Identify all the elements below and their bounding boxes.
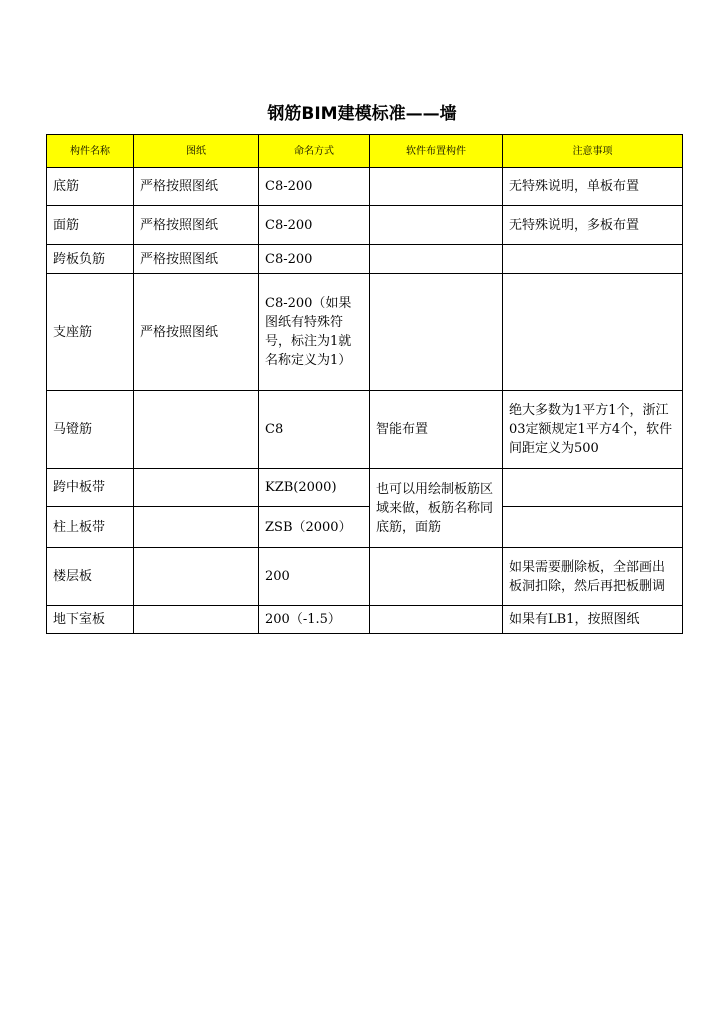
cell-drawing (134, 548, 259, 606)
table-row (47, 606, 683, 634)
table-row (47, 548, 683, 606)
header-drawing: 图纸 (134, 135, 259, 168)
cell-notes: 无特殊说明，单板布置 (503, 168, 683, 206)
cell-drawing: 严格按照图纸 (134, 245, 259, 274)
cell-notes (503, 274, 683, 391)
cell-drawing (134, 391, 259, 469)
header-naming-method: 命名方式 (259, 135, 370, 168)
table-row (47, 469, 683, 507)
cell-drawing: 严格按照图纸 (134, 274, 259, 391)
cell-name: 跨中板带 (47, 469, 134, 507)
cell-drawing: 严格按照图纸 (134, 168, 259, 206)
cell-notes: 如果需要删除板，全部画出板洞扣除，然后再把板删调 (503, 548, 683, 606)
cell-naming: KZB(2000) (259, 469, 370, 507)
cell-software (370, 274, 503, 391)
cell-software (370, 606, 503, 634)
cell-drawing (134, 469, 259, 507)
cell-notes: 无特殊说明，多板布置 (503, 206, 683, 245)
cell-naming: C8-200（如果图纸有特殊符号，标注为1就名称定义为1） (259, 274, 370, 391)
table-row (47, 507, 683, 548)
cell-software (370, 206, 503, 245)
header-component-name: 构件名称 (47, 135, 134, 168)
header-software-component: 软件布置构件 (370, 135, 503, 168)
cell-notes: 绝大多数为1平方1个，浙江03定额规定1平方4个，软件间距定义为500 (503, 391, 683, 469)
header-row (47, 135, 683, 168)
cell-drawing (134, 507, 259, 548)
cell-software (370, 548, 503, 606)
cell-notes: 如果有LB1，按照图纸 (503, 606, 683, 634)
table-row (47, 168, 683, 206)
cell-naming: ZSB（2000） (259, 507, 370, 548)
cell-naming: C8-200 (259, 245, 370, 274)
cell-software-merged: 也可以用绘制板筋区域来做，板筋名称同底筋，面筋 (370, 469, 503, 548)
cell-naming: 200（-1.5） (259, 606, 370, 634)
cell-name: 柱上板带 (47, 507, 134, 548)
cell-naming: 200 (259, 548, 370, 606)
cell-software (370, 245, 503, 274)
cell-notes (503, 245, 683, 274)
cell-name: 底筋 (47, 168, 134, 206)
table-row (47, 274, 683, 391)
page-title: 钢筋BIM建模标准——墙 (267, 104, 457, 124)
cell-naming: C8 (259, 391, 370, 469)
cell-notes (503, 469, 683, 507)
cell-drawing (134, 606, 259, 634)
cell-name: 跨板负筋 (47, 245, 134, 274)
cell-name: 地下室板 (47, 606, 134, 634)
cell-naming: C8-200 (259, 206, 370, 245)
cell-software: 智能布置 (370, 391, 503, 469)
header-notes: 注意事项 (503, 135, 683, 168)
cell-name: 面筋 (47, 206, 134, 245)
table-row (47, 206, 683, 245)
cell-drawing: 严格按照图纸 (134, 206, 259, 245)
cell-naming: C8-200 (259, 168, 370, 206)
rebar-standard-table (46, 134, 683, 634)
cell-notes (503, 507, 683, 548)
cell-name: 马镫筋 (47, 391, 134, 469)
cell-software (370, 168, 503, 206)
table-row (47, 391, 683, 469)
cell-name: 楼层板 (47, 548, 134, 606)
cell-name: 支座筋 (47, 274, 134, 391)
table-row (47, 245, 683, 274)
